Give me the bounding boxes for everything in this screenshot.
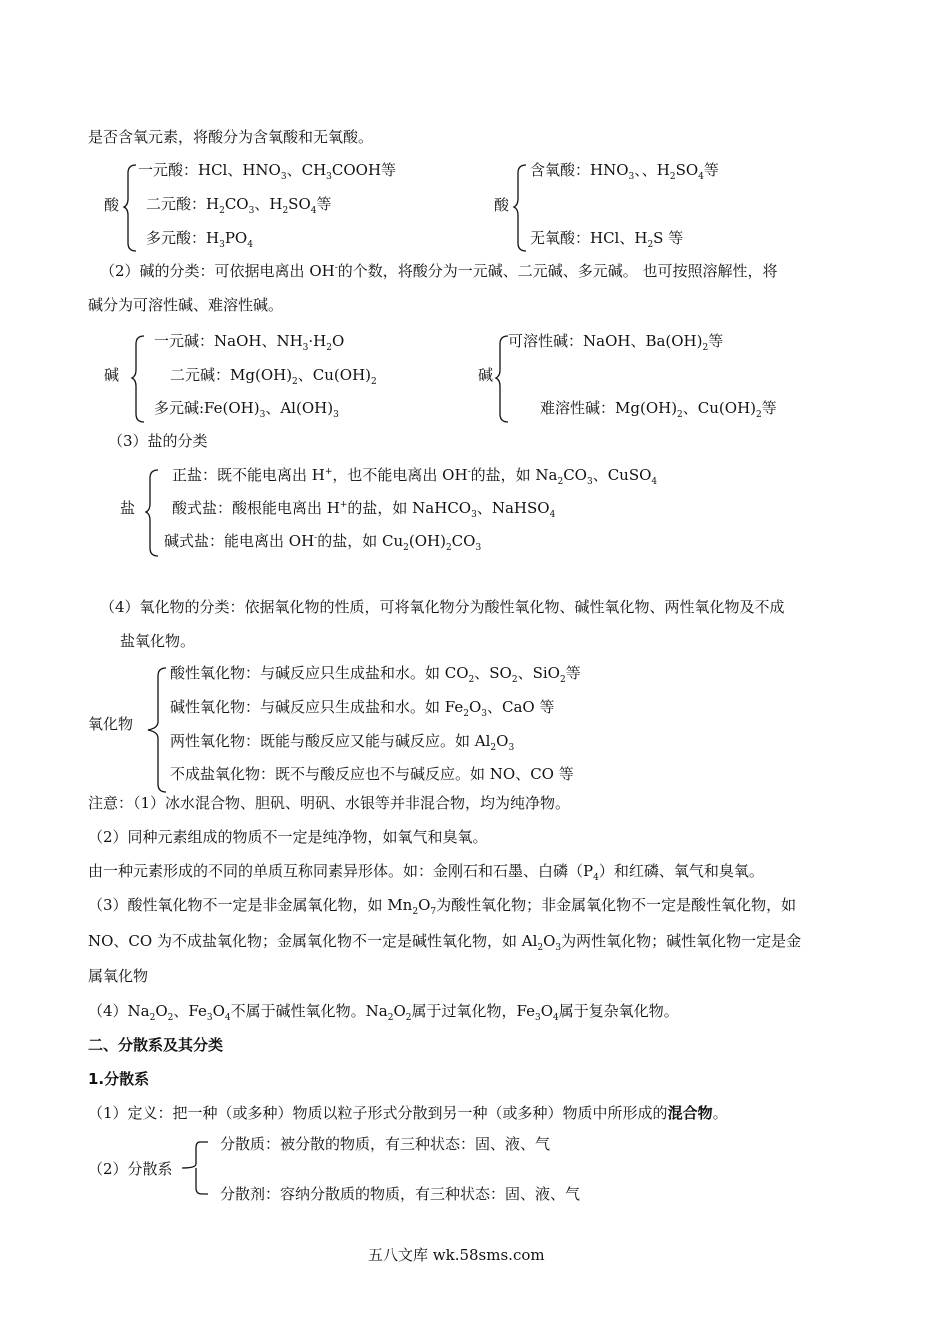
- dispersion-brace: [180, 1140, 210, 1198]
- oxide-label: 氧化物: [88, 715, 134, 733]
- acid-item-poly: 多元酸：$H_3PO_4$: [146, 229, 253, 250]
- salt-heading: （3）盐的分类: [108, 432, 208, 450]
- note-4-line1: （3）酸性氧化物不一定是非金属氧化物，如 $Mn_2O_7$为酸性氧化物；非金属氧化物不一定是酸性氧化物，如: [88, 896, 797, 917]
- dispersion-item-medium: 分散剂：容纳分散质的物质，有三种状态：固、液、气: [220, 1185, 581, 1203]
- base-item-insoluble: 难溶性碱：$Mg(OH)_2$、$Cu(OH)_2$等: [540, 399, 777, 420]
- note-5: $(4)Na_2O_2$、$Fe_3O_4$不属于碱性氧化物。$Na_2O_2$属于过氧化物，$Fe_3O_4$属于复杂氧化物。: [88, 1002, 679, 1023]
- acid-item-mono: 一元酸：HCl、$HNO_3$、$CH_3COOH$等: [138, 161, 397, 182]
- acid-item-oxo: 含氧酸：$HNO_3$、、$H_2SO_4$等: [530, 161, 719, 182]
- base-item-di: 二元碱：$Mg(OH)_2$、$Cu(OH)_2$: [170, 366, 377, 387]
- salt-label: 盐: [120, 499, 136, 517]
- note-2: （2）同种元素组成的物质不一定是纯净物，如氧气和臭氧。: [88, 828, 488, 846]
- note-4-line2: NO、CO 为不成盐氧化物；金属氧化物不一定是碱性氧化物，如 $Al_2O_3$为两性氧化物；碱性氧化物一定是金: [88, 932, 802, 953]
- base-item-soluble: 可溶性碱：NaOH、$Ba(OH)_2$等: [508, 332, 724, 353]
- salt-item-normal: 正盐：既不能电离出 H+，也不能电离出 OH-的盐，如 $Na_2CO_3$、CuSO$_4$: [172, 466, 658, 487]
- oxide-brace: [148, 666, 168, 794]
- note-3: 由一种元素形成的不同的单质互称同素异形体。如：金刚石和石墨、白磷$(P_4)$和红磷、氧气和臭氧。: [88, 862, 764, 883]
- salt-item-acid: 酸式盐：酸根能电离出 H+的盐，如 NaHCO$_3$、NaHSO$_4$: [172, 499, 556, 520]
- base-intro-line1: （2）碱的分类：可依据电离出 OH-的个数，将酸分为一元碱、二元碱、多元碱。 也可按照溶解性，将: [100, 262, 778, 280]
- oxide-item-basic: 碱性氧化物：与碱反应只生成盐和水。如 $Fe_2O_3$、CaO 等: [170, 698, 555, 719]
- dispersion-system-label: （2）分散系: [88, 1160, 173, 1178]
- oxide-intro-line2: 盐氧化物。: [120, 632, 196, 650]
- base-by-oh-label: 碱: [104, 366, 120, 384]
- section-heading: 二、分散系及其分类: [88, 1036, 224, 1054]
- base-by-oh-brace: [132, 334, 146, 424]
- oxide-item-acidic: 酸性氧化物：与碱反应只生成盐和水。如 $CO_2$、$SO_2$、SiO$_2$等: [170, 664, 581, 685]
- acid-item-nonoxo: 无氧酸：HCl、$H_2S$ 等: [530, 229, 684, 250]
- salt-brace: [146, 468, 160, 558]
- base-by-sol-label: 碱: [478, 366, 494, 384]
- footer-watermark: 五八文库 wk.58sms.com: [368, 1246, 545, 1264]
- intro-line: 是否含氧元素，将酸分为含氧酸和无氧酸。: [88, 128, 374, 146]
- oxide-item-neutral: 不成盐氧化物：既不与酸反应也不与碱反应。如 NO、CO 等: [170, 765, 574, 783]
- base-intro-line2: 碱分为可溶性碱、难溶性碱。: [88, 296, 284, 314]
- acid-by-o-brace: [514, 163, 528, 253]
- acid-by-h-brace: [124, 163, 138, 253]
- note-4-line3: 属氧化物: [88, 967, 149, 985]
- acid-item-di: 二元酸：$H_2CO_3$、$H_2SO_4$等: [146, 195, 332, 216]
- oxide-item-amphoteric: 两性氧化物：既能与酸反应又能与碱反应。如 $Al_2O_3$: [170, 732, 515, 753]
- oxide-intro-line1: （4）氧化物的分类：依据氧化物的性质，可将氧化物分为酸性氧化物、碱性氧化物、两性氧化物及不成: [100, 598, 785, 616]
- dispersion-definition: （1）定义：把一种（或多种）物质以粒子形式分散到另一种（或多种）物质中所形成的混合物。: [88, 1104, 728, 1122]
- dispersion-item-dispersed: 分散质：被分散的物质，有三种状态：固、液、气: [220, 1135, 551, 1153]
- salt-item-basic: 碱式盐：能电离出 OH-的盐，如 $Cu_2(OH)_2CO_3$: [164, 532, 482, 553]
- base-item-poly: 多元碱$:Fe(OH)_3$、$Al(OH)_3$: [154, 399, 339, 420]
- keyword-mixture: 混合物: [667, 1104, 713, 1122]
- acid-by-o-label: 酸: [494, 196, 510, 214]
- subsection-heading: 1.分散系: [88, 1070, 150, 1088]
- note-1: 注意：（1）冰水混合物、胆矾、明矾、水银等并非混合物，均为纯净物。: [88, 794, 571, 812]
- acid-by-h-label: 酸: [104, 196, 120, 214]
- base-item-mono: 一元碱：NaOH、$NH_3\cdot H_2O$: [154, 332, 345, 353]
